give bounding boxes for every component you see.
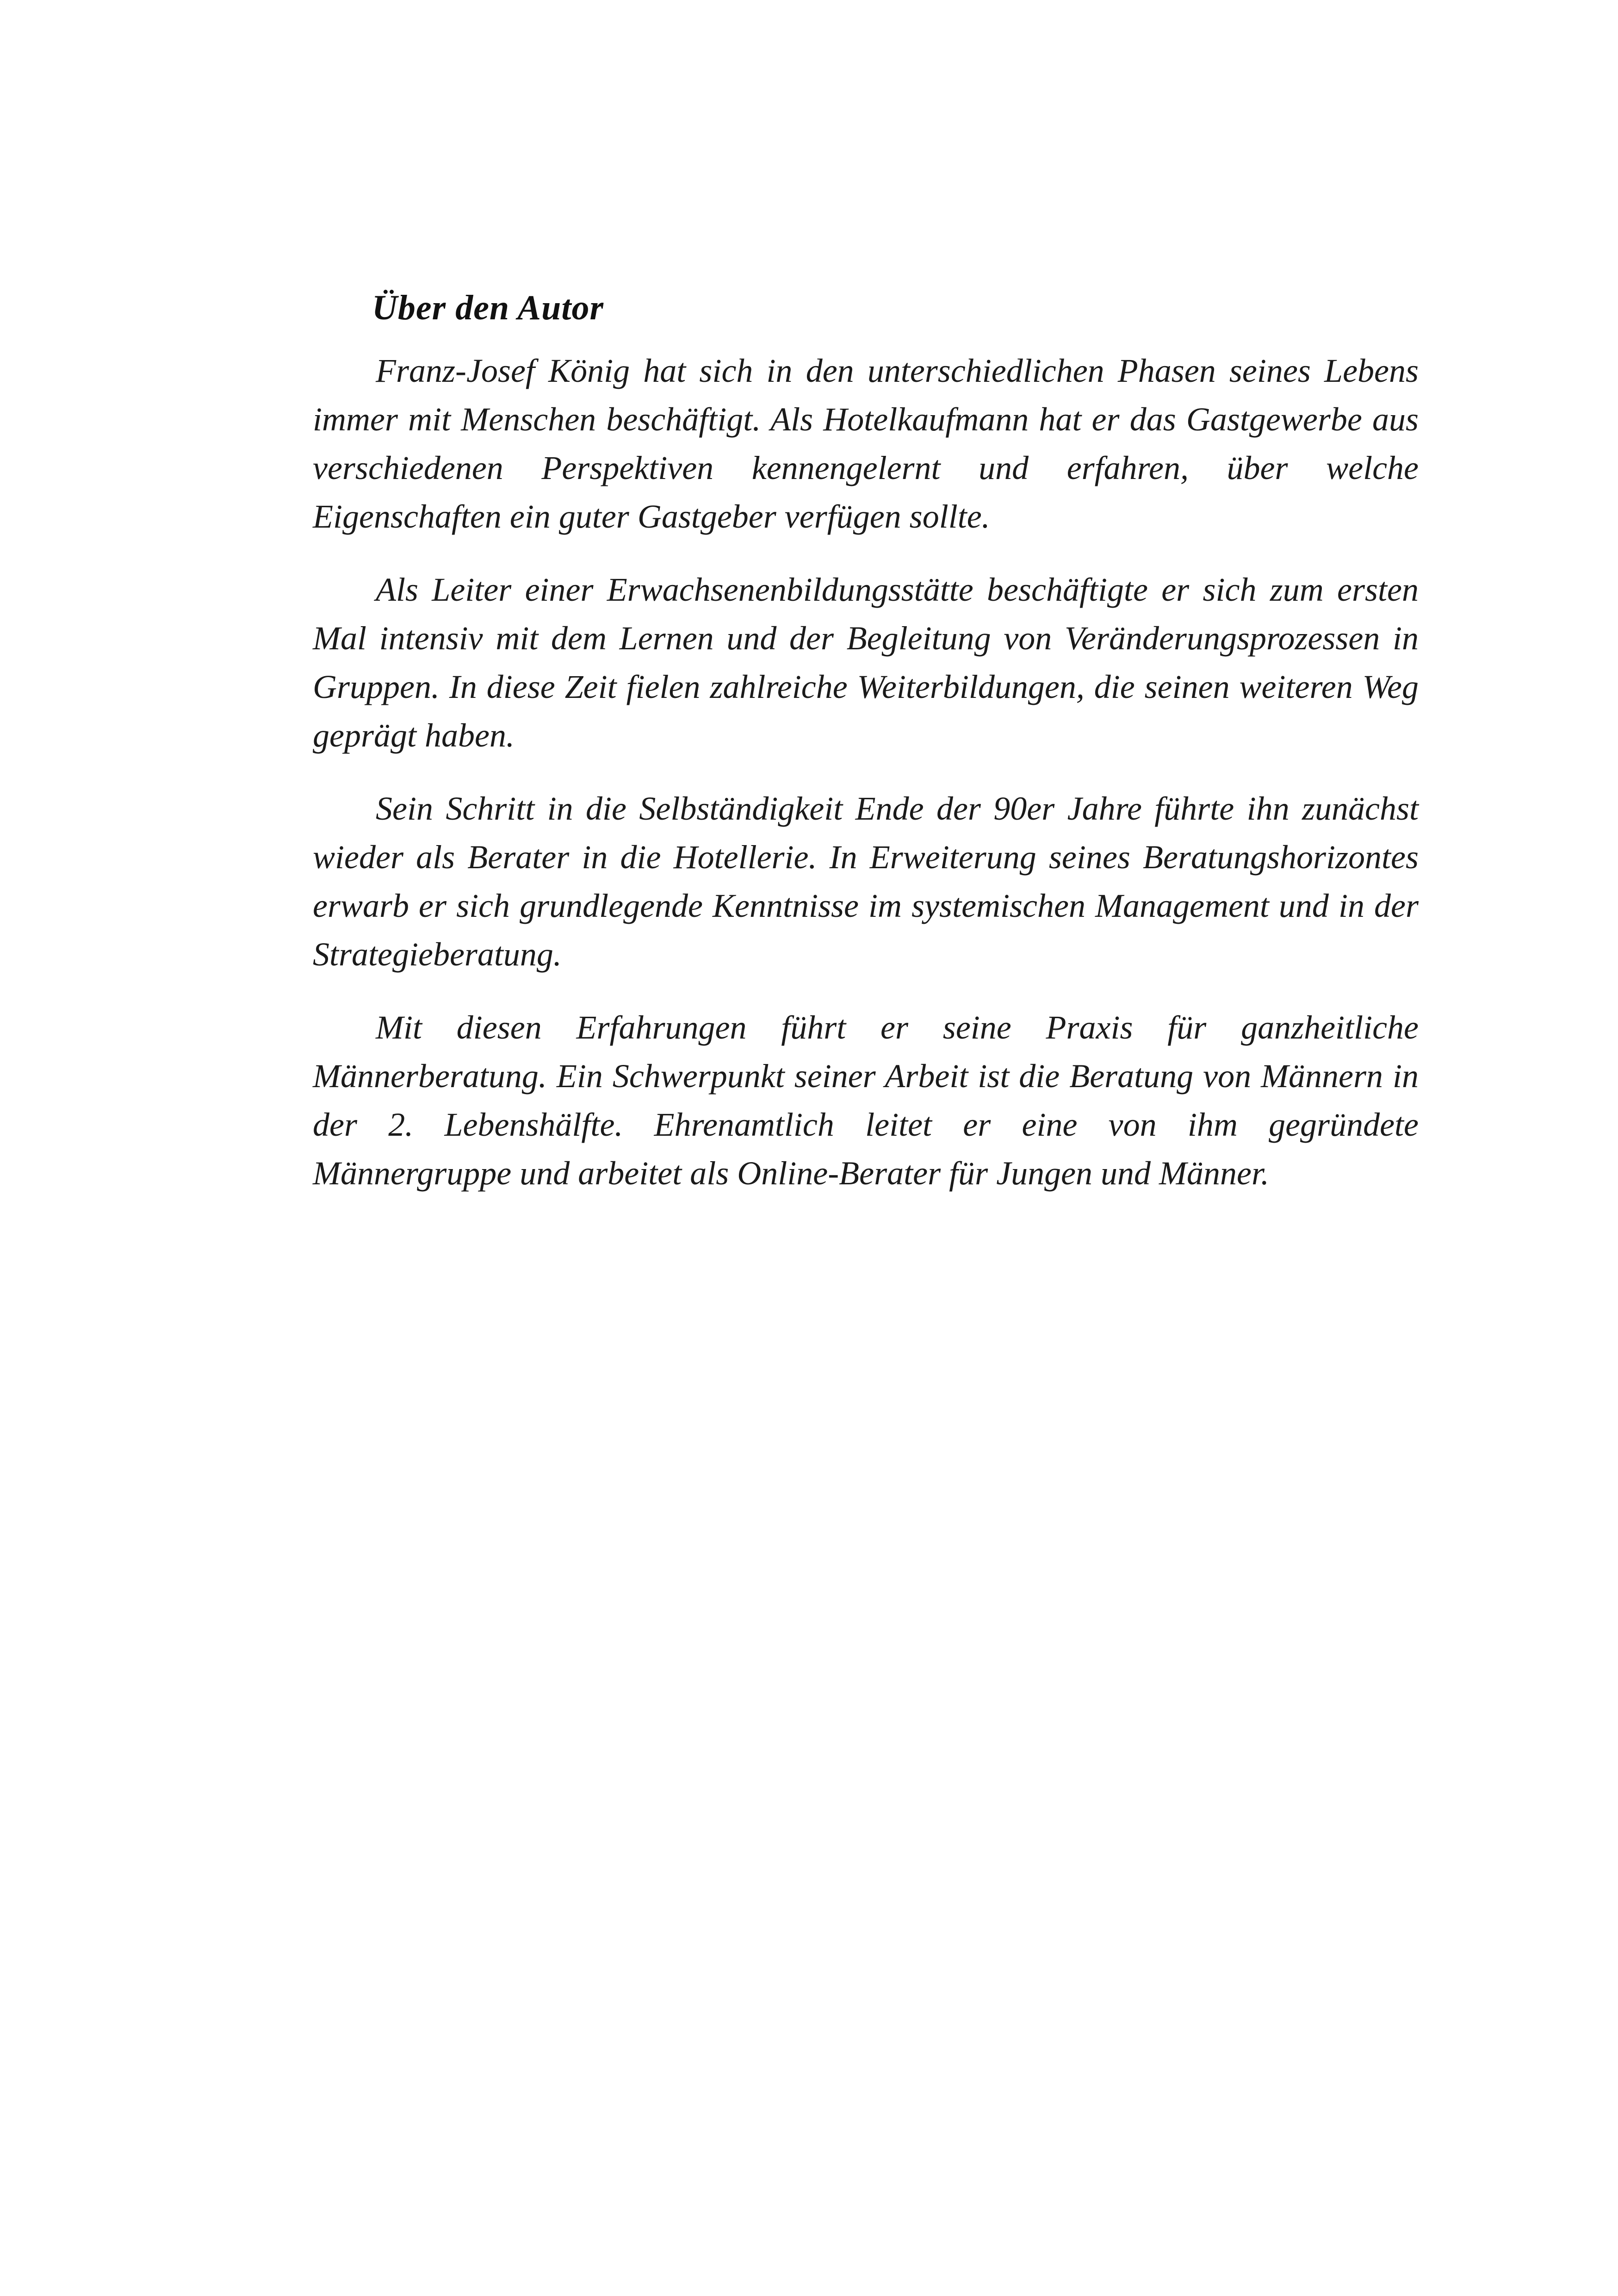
bio-paragraph-2: Als Leiter einer Erwachsenenbildungsstätte beschäftigte er sich zum ersten Mal intensiv mit dem Lernen und der Begleitung von Veränderungsprozessen in Gruppen. In diese Zeit fielen zahlreiche Weiterbildungen, die seinen weiteren Weg geprägt haben. [313, 571, 1419, 754]
bio-paragraph-4: Mit diesen Erfahrungen führt er seine Praxis für ganzheitliche Männerberatung. Ein Schwerpunkt seiner Arbeit ist die Beratung von Männern in der 2. Lebenshälfte. Ehrenamtlich leitet er eine von ihm gegründete Männergruppe und arbeitet als Online-Berater für Jungen und Männer. [313, 1009, 1419, 1192]
section-heading: Über den Autor [372, 288, 604, 327]
author-bio-section [313, 287, 1419, 1222]
bio-paragraph-3: Sein Schritt in die Selbständigkeit Ende der 90er Jahre führte ihn zunächst wieder als Berater in die Hotellerie. In Erweiterung seines Beratungshorizontes erwarb er sich grundlegende Kenntnisse im systemischen Management und in der Strategieberatung. [313, 790, 1419, 973]
bio-paragraph-1: Franz-Josef König hat sich in den unterschiedlichen Phasen seines Lebens immer mit Menschen beschäftigt. Als Hotelkaufmann hat er das Gastgewerbe aus verschiedenen Perspektiven kennengelernt und erfahren, über welche Eigenschaften ein guter Gastgeber verfügen sollte. [313, 352, 1419, 535]
